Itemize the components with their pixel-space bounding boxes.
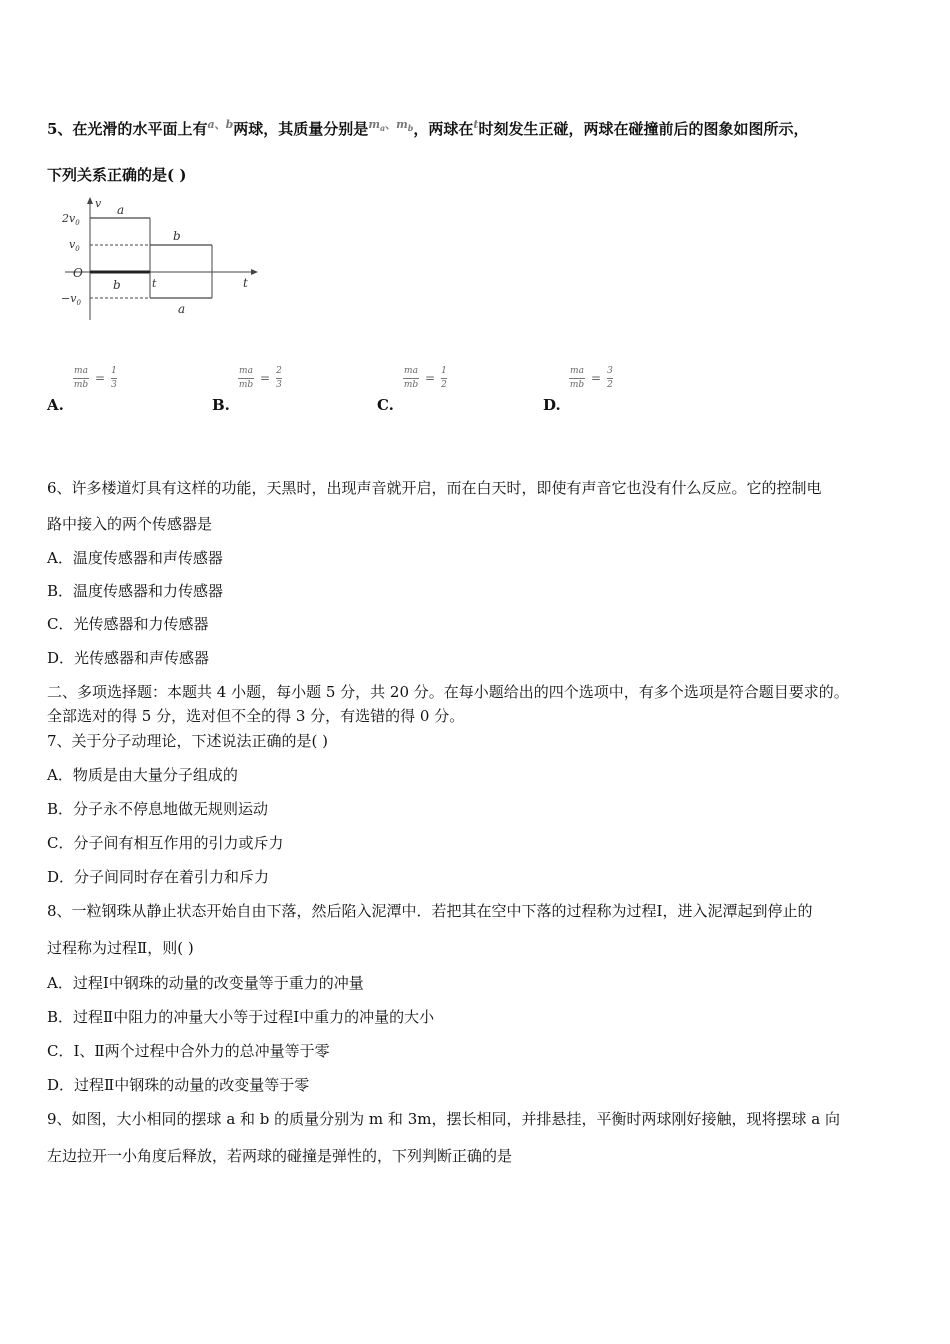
- q7-option-a[interactable]: A．物质是由大量分子组成的: [47, 766, 238, 784]
- section2-heading-line1: 二、多项选择题：本题共 4 小题，每小题 5 分，共 20 分。在每小题给出的四个选项中，有多个选项是符合题目要求的。: [47, 683, 849, 701]
- q8-option-c[interactable]: C．Ⅰ、Ⅱ两个过程中合外力的总冲量等于零: [47, 1042, 330, 1060]
- q8-stem-line2: 过程称为过程Ⅱ，则( ): [47, 939, 194, 957]
- q5-option-a[interactable]: [47, 366, 197, 416]
- q8-option-b[interactable]: B．过程Ⅱ中阻力的冲量大小等于过程Ⅰ中重力的冲量的大小: [47, 1008, 435, 1026]
- q5-stem-line2: 下列关系正确的是( ): [47, 166, 187, 184]
- time-symbol: t: [473, 118, 479, 131]
- q9-stem-line1: 9、如图，大小相同的摆球 a 和 b 的质量分别为 m 和 3m，摆长相同，并排悬挂，平衡时两球刚好接触，现将摆球 a 向: [47, 1110, 840, 1128]
- q8-stem-line1: 8、一粒钢珠从静止状态开始自由下落，然后陷入泥潭中．若把其在空中下落的过程称为过程Ⅰ，进入泥潭起到停止的: [47, 902, 813, 920]
- q5-option-b[interactable]: [212, 366, 362, 416]
- q6-option-c[interactable]: C．光传感器和力传感器: [47, 615, 209, 633]
- ball-a-symbol: a: [207, 118, 215, 131]
- tick-2v0: $2v_0$: [62, 212, 80, 227]
- mass-ratio-fraction: ma mb = 1 3: [73, 366, 117, 390]
- section2-heading-line2: 全部选对的得 5 分，选对但不全的得 3 分，有选错的得 0 分。: [47, 707, 465, 725]
- q8-option-d[interactable]: D．过程Ⅱ中钢珠的动量的改变量等于零: [47, 1076, 310, 1094]
- mass-b-symbol: mb: [396, 118, 414, 134]
- tick-neg-v0: $-v_0$: [61, 292, 81, 307]
- option-letter: A.: [47, 396, 64, 414]
- q6-stem-line2: 路中接入的两个传感器是: [47, 515, 213, 533]
- q5-option-c[interactable]: [377, 366, 527, 416]
- origin-label: O: [73, 266, 83, 280]
- mass-a-symbol: ma: [368, 118, 386, 134]
- tick-t: t: [152, 277, 157, 290]
- mass-ratio-fraction: ma mb = 3 2: [569, 366, 613, 390]
- q7-option-d[interactable]: D．分子间同时存在着引力和斥力: [47, 868, 270, 886]
- q7-option-b[interactable]: B．分子永不停息地做无规则运动: [47, 800, 269, 818]
- option-letter: B.: [212, 396, 230, 414]
- option-letter: D.: [543, 396, 561, 414]
- option-letter: C.: [377, 396, 394, 414]
- velocity-time-graph: [55, 195, 265, 325]
- label-b-after: b: [173, 229, 181, 243]
- q6-option-b[interactable]: B．温度传感器和力传感器: [47, 582, 224, 600]
- label-a-before: a: [117, 203, 125, 217]
- axis-label-t: t: [243, 276, 248, 290]
- q7-option-c[interactable]: C．分子间有相互作用的引力或斥力: [47, 834, 284, 852]
- q6-option-d[interactable]: D．光传感器和声传感器: [47, 649, 210, 667]
- q9-stem-line2: 左边拉开一小角度后释放，若两球的碰撞是弹性的，下列判断正确的是: [47, 1147, 513, 1165]
- ball-b-symbol: b: [225, 118, 234, 131]
- q7-stem: 7、关于分子动理论，下述说法正确的是( ): [47, 732, 329, 750]
- tick-v0: $v_0$: [69, 238, 80, 253]
- q8-option-a[interactable]: A．过程Ⅰ中钢珠的动量的改变量等于重力的冲量: [47, 974, 364, 992]
- q6-stem-line1: 6、许多楼道灯具有这样的功能，天黑时，出现声音就开启，而在白天时，即使有声音它也没有什么反应。它的控制电: [47, 479, 822, 497]
- q5-option-d[interactable]: [543, 366, 693, 416]
- label-a-after: a: [178, 302, 186, 316]
- axis-label-v: v: [95, 197, 102, 210]
- label-b-before: b: [113, 278, 121, 292]
- mass-ratio-fraction: ma mb = 1 2: [403, 366, 447, 390]
- mass-ratio-fraction: ma mb = 2 3: [238, 366, 282, 390]
- q6-option-a[interactable]: A．温度传感器和声传感器: [47, 549, 223, 567]
- q5-stem-line1: 5、在光滑的水平面上有$^{a、b}$两球，其质量分别是$^{m_a、m_b}$，两球在$^t$时刻发生正碰，两球在碰撞前后的图象如图所示，: [47, 118, 809, 138]
